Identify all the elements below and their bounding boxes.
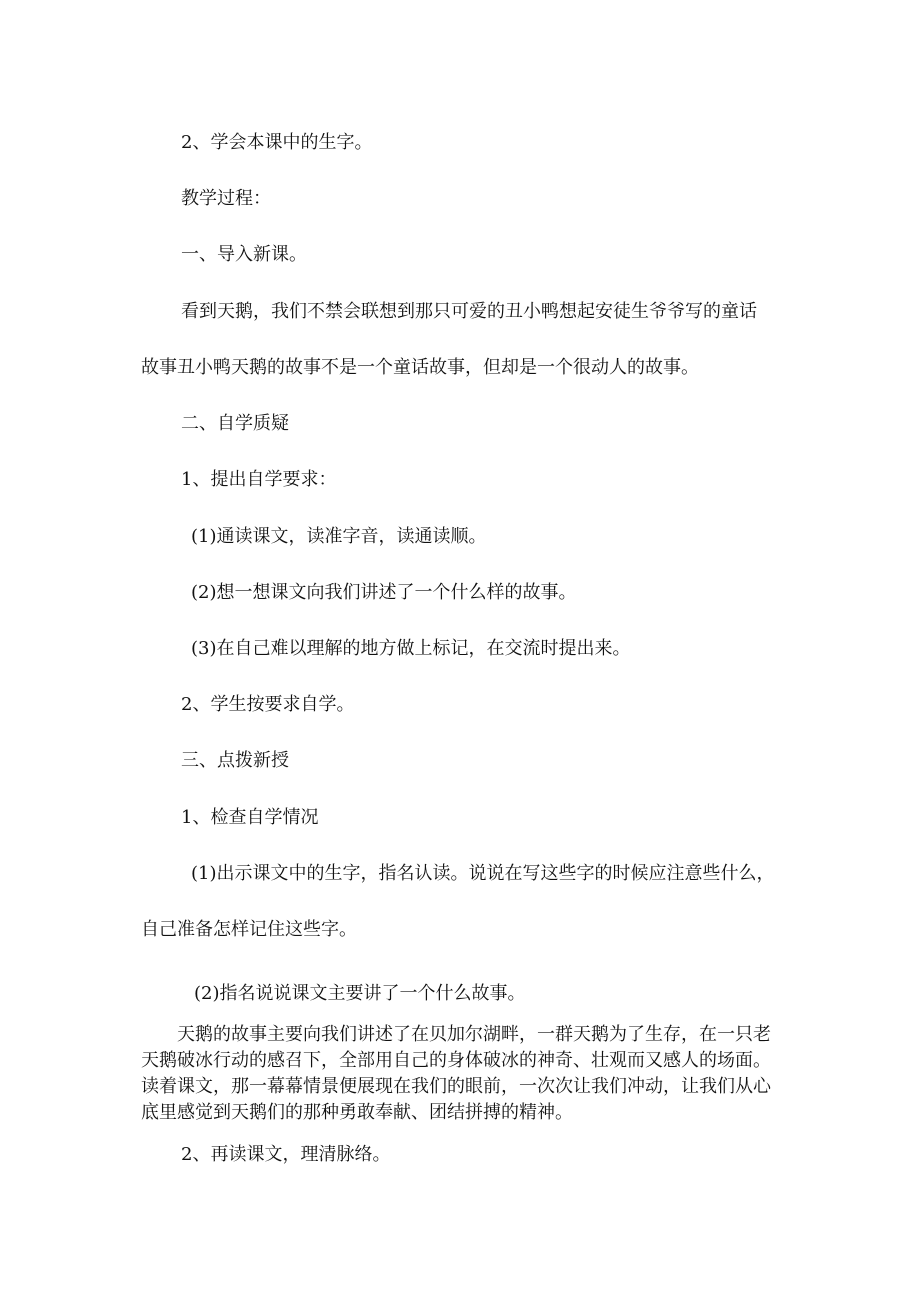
requirement-3: (3)在自己难以理解的地方做上标记，在交流时提出来。	[191, 638, 631, 659]
heading-guidance: 三、点拨新授	[181, 750, 289, 771]
self-study-item-1: 1、提出自学要求：	[181, 469, 337, 490]
objective-item-2: 2、学会本课中的生字。	[181, 132, 373, 153]
check-item-2: (2)指名说说课文主要讲了一个什么故事。	[194, 983, 526, 1004]
self-study-item-2: 2、学生按要求自学。	[181, 694, 355, 715]
intro-paragraph-line-2: 故事丑小鸭天鹅的故事不是一个童话故事，但却是一个很动人的故事。	[141, 357, 699, 378]
summary-paragraph: 天鹅的故事主要向我们讲述了在贝加尔湖畔，一群天鹅为了生存，在一只老天鹅破冰行动的感召下，全部用自己的身体破冰的神奇、壮观而又感人的场面。读着课文，那一幕幕情景便展现在我们的眼前，一次次让我们冲动，让我们从心底里感觉到天鹅们的那种勇敢奉献、团结拼搏的精神。	[141, 1024, 771, 1123]
check-item-1-line-2: 自己准备怎样记住这些字。	[141, 919, 357, 940]
heading-introduction: 一、导入新课。	[181, 244, 307, 265]
heading-self-study: 二、自学质疑	[181, 413, 289, 434]
guidance-item-2: 2、再读课文，理清脉络。	[181, 1144, 391, 1165]
requirement-1: (1)通读课文，读准字音，读通读顺。	[191, 526, 487, 547]
guidance-item-1: 1、检查自学情况	[181, 807, 319, 828]
requirement-2: (2)想一想课文向我们讲述了一个什么样的故事。	[191, 582, 577, 603]
section-teaching-process: 教学过程：	[181, 188, 271, 209]
check-item-1-line-1: (1)出示课文中的生字，指名认读。说说在写这些字的时候应注意些什么，	[191, 863, 775, 884]
intro-paragraph-line-1: 看到天鹅，我们不禁会联想到那只可爱的丑小鸭想起安徒生爷爷写的童话	[181, 301, 757, 322]
